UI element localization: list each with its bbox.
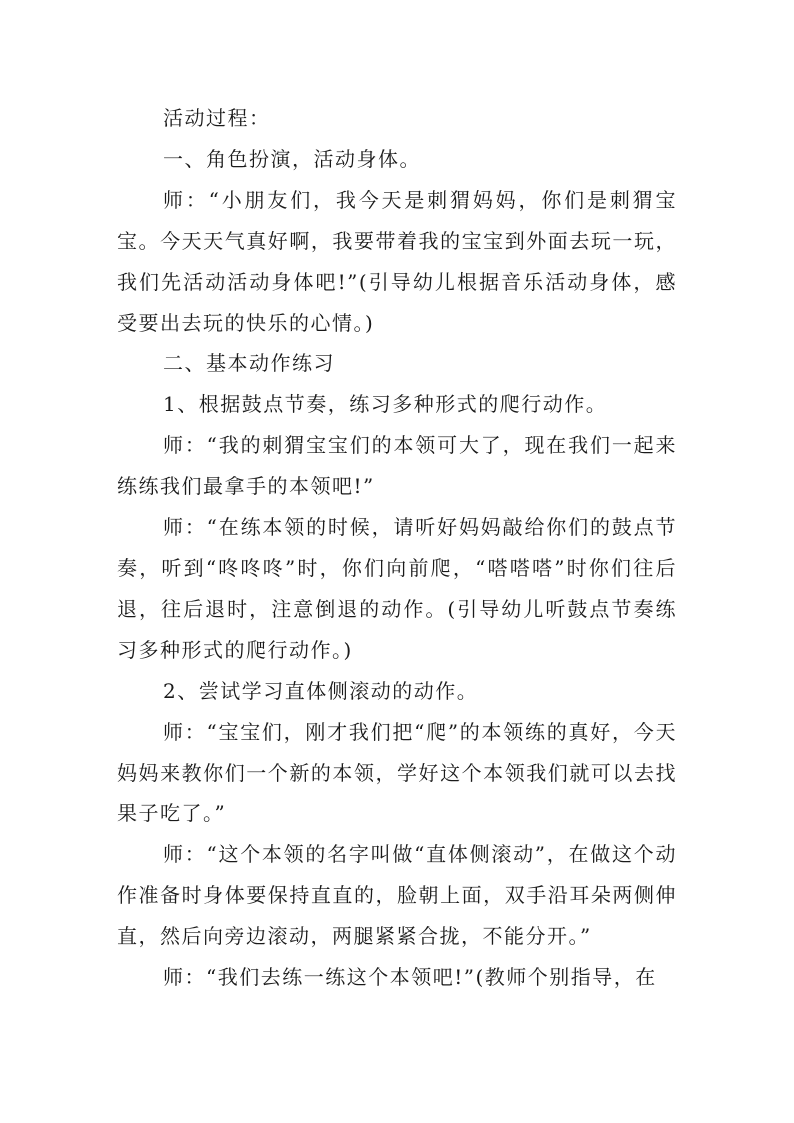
paragraph-teacher-roll-instructions: 师：“这个本领的名字叫做“直体侧滚动”，在做这个动作准备时身体要保持直直的，脸朝上面，双手沿耳朵两侧伸直，然后向旁边滚动，两腿紧紧合拢，不能分开。” bbox=[117, 842, 677, 949]
paragraph-teacher-new-skill: 师：“宝宝们，刚才我们把“爬”的本领练的真好，今天妈妈来教你们一个新的本领，学好这个本领我们就可以去找果子吃了。” bbox=[117, 719, 677, 826]
paragraph-section-one-heading: 一、角色扮演，活动身体。 bbox=[163, 146, 421, 171]
document-body bbox=[117, 98, 677, 998]
paragraph-teacher-skills: 师：“我的刺猬宝宝们的本领可大了，现在我们一起来练练我们最拿手的本领吧!” bbox=[117, 433, 677, 499]
paragraph-teacher-drum-rhythm: 师：“在练本领的时候，请听好妈妈敲给你们的鼓点节奏，听到“咚咚咚”时，你们向前爬，“嗒嗒嗒”时你们往后退，往后退时，注意倒退的动作。(引导幼儿听鼓点节奏练习多种形式的爬行动作。) bbox=[117, 515, 677, 662]
paragraph-step-one-heading: 1、根据鼓点节奏，练习多种形式的爬行动作。 bbox=[163, 392, 608, 417]
paragraph-teacher-intro: 师：“小朋友们，我今天是刺猬妈妈，你们是刺猬宝宝。今天天气真好啊，我要带着我的宝宝到外面去玩一玩，我们先活动活动身体吧!”(引导幼儿根据音乐活动身体，感受要出去玩的快乐的心情。) bbox=[117, 187, 677, 335]
paragraph-step-two-heading: 2、尝试学习直体侧滚动的动作。 bbox=[163, 678, 479, 703]
paragraph-section-two-heading: 二、基本动作练习 bbox=[163, 351, 335, 376]
paragraph-teacher-practice: 师：“我们去练一练这个本领吧!”(教师个别指导，在 bbox=[163, 965, 657, 990]
paragraph-activity-process-heading: 活动过程： bbox=[163, 106, 271, 130]
